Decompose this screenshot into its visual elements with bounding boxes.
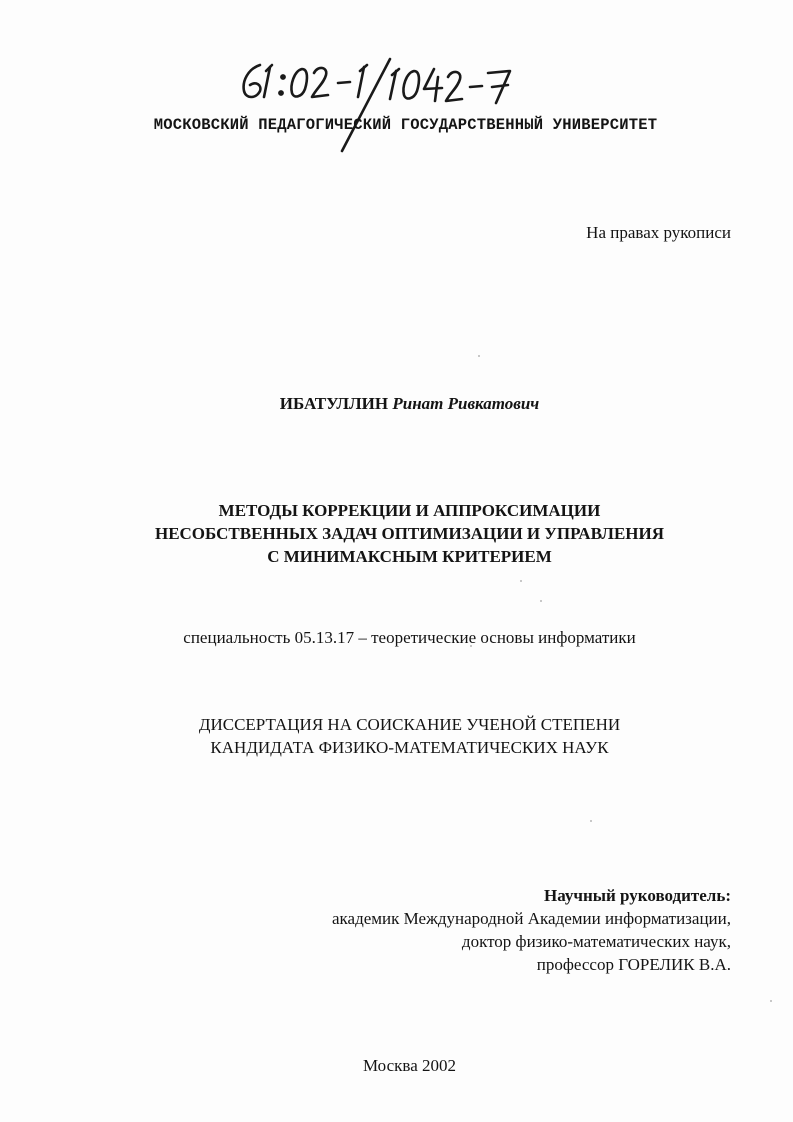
scan-speck [540,600,542,602]
city-year: Москва 2002 [362,1056,457,1075]
title-line: НЕСОБСТВЕННЫХ ЗАДАЧ ОПТИМИЗАЦИИ И УПРАВЛЕНИЯ [154,524,665,543]
degree-line: КАНДИДАТА ФИЗИКО-МАТЕМАТИЧЕСКИХ НАУК [210,738,609,757]
advisor-line: академик Международной Академии информатизации, [332,909,731,928]
degree-statement [0,713,793,759]
scan-speck [478,355,480,357]
handwritten-catalog-mark [230,55,520,155]
advisor-heading: Научный руководитель: [544,886,731,905]
scientific-advisor [332,884,731,976]
title-line: МЕТОДЫ КОРРЕКЦИИ И АППРОКСИМАЦИИ [218,501,601,520]
author-surname: ИБАТУЛЛИН [279,394,389,413]
advisor-line: доктор физико-математических наук, [461,932,731,951]
university-name: МОСКОВСКИЙ ПЕДАГОГИЧЕСКИЙ ГОСУДАРСТВЕННЫЙ УНИВЕРСИТЕТ [153,116,658,134]
advisor-line: профессор ГОРЕЛИК В.А. [536,955,731,974]
author-given-names: Ринат Ривкатович [392,394,540,413]
manuscript-rights-note: На правах рукописи [586,223,731,242]
author-name [0,394,793,414]
scan-speck [590,820,592,822]
degree-line: ДИССЕРТАЦИЯ НА СОИСКАНИЕ УЧЕНОЙ СТЕПЕНИ [198,715,621,734]
scan-speck [770,1000,772,1002]
specialty-line: специальность 05.13.17 – теоретические основы информатики [183,628,636,647]
dissertation-title [0,499,793,568]
title-line: С МИНИМАКСНЫМ КРИТЕРИЕМ [267,547,552,566]
scan-speck [520,580,522,582]
